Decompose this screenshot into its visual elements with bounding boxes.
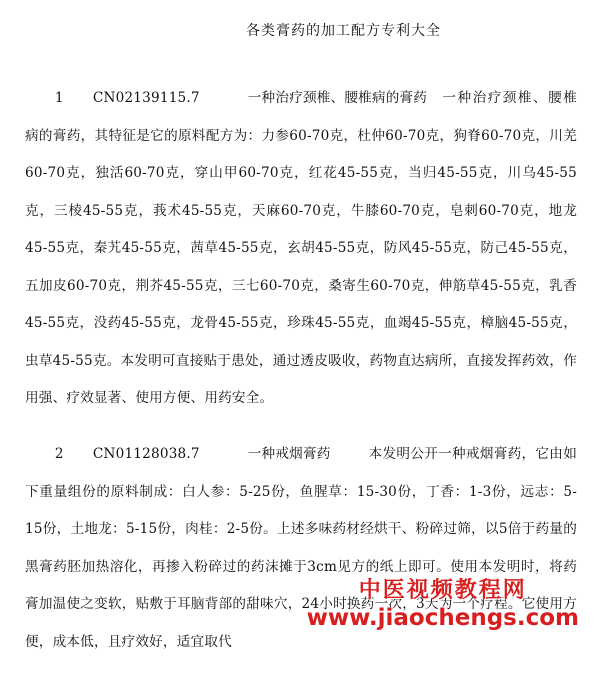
- patent-abstract: 本发明公开一种戒烟膏药，它由如下重量组份的原料制成：白人参：5-25份，鱼腥草：15-30份，丁香：1-3份，远志：5-15份，土地龙：5-15份，肉桂：2-5份。上述多味药材经烘干、粉碎过筛，以5倍于药量的黑膏药胚加热溶化，再掺入粉碎过的药沫摊于3cm见方的纸上即可。使用本发明时，将药膏加温使之变软，贴敷于耳脑背部的甜味穴，24小时换药一次，3天为一个疗程。它使用方便，成本低，且疗效好，适宜取代: [25, 446, 577, 650]
- document-title: 各类膏药的加工配方专利大全: [246, 23, 441, 39]
- patent-abstract: 一种治疗颈椎、腰椎病的膏药，其特征是它的原料配方为：力参60-70克，杜仲60-70克，狗脊60-70克，川羌60-70克，独活60-70克，穿山甲60-70克，红花45-55克，当归45-55克，川乌45-55克，三棱45-55克，莪术45-55克，天麻60-70克，牛膝60-70克，皂刺60-70克，地龙45-55克，秦艽45-55克，茜草45-55克，玄胡45-55克，防风45-55克，防己45-55克，五加皮60-70克，荆芥45-55克，三七60-70克，桑寄生60-70克，伸筋草45-55克，乳香45-55克，没药45-55克，龙骨45-55克，珍珠45-55克，血竭45-55克，樟脑45-55克，虫草45-55克。本发明可直接贴于患处，通过透皮吸收，药物直达病所，直接发挥药效，作用强、疗效显著、使用方便、用药安全。: [25, 90, 577, 406]
- patent-entry: [25, 80, 577, 418]
- patent-entry: [25, 436, 577, 661]
- patent-title: 一种治疗颈椎、腰椎病的膏药: [247, 90, 428, 106]
- watermark-site-url: www.jiaochengs.com: [306, 605, 579, 631]
- watermark-site-name: 中医视频教程网: [358, 578, 527, 603]
- entry-number: 1: [54, 90, 64, 106]
- patent-number: CN02139115.7: [92, 90, 200, 106]
- entry-number: 2: [54, 446, 64, 462]
- patent-number: CN01128038.7: [92, 446, 200, 462]
- patent-title: 一种戒烟膏药: [247, 446, 331, 462]
